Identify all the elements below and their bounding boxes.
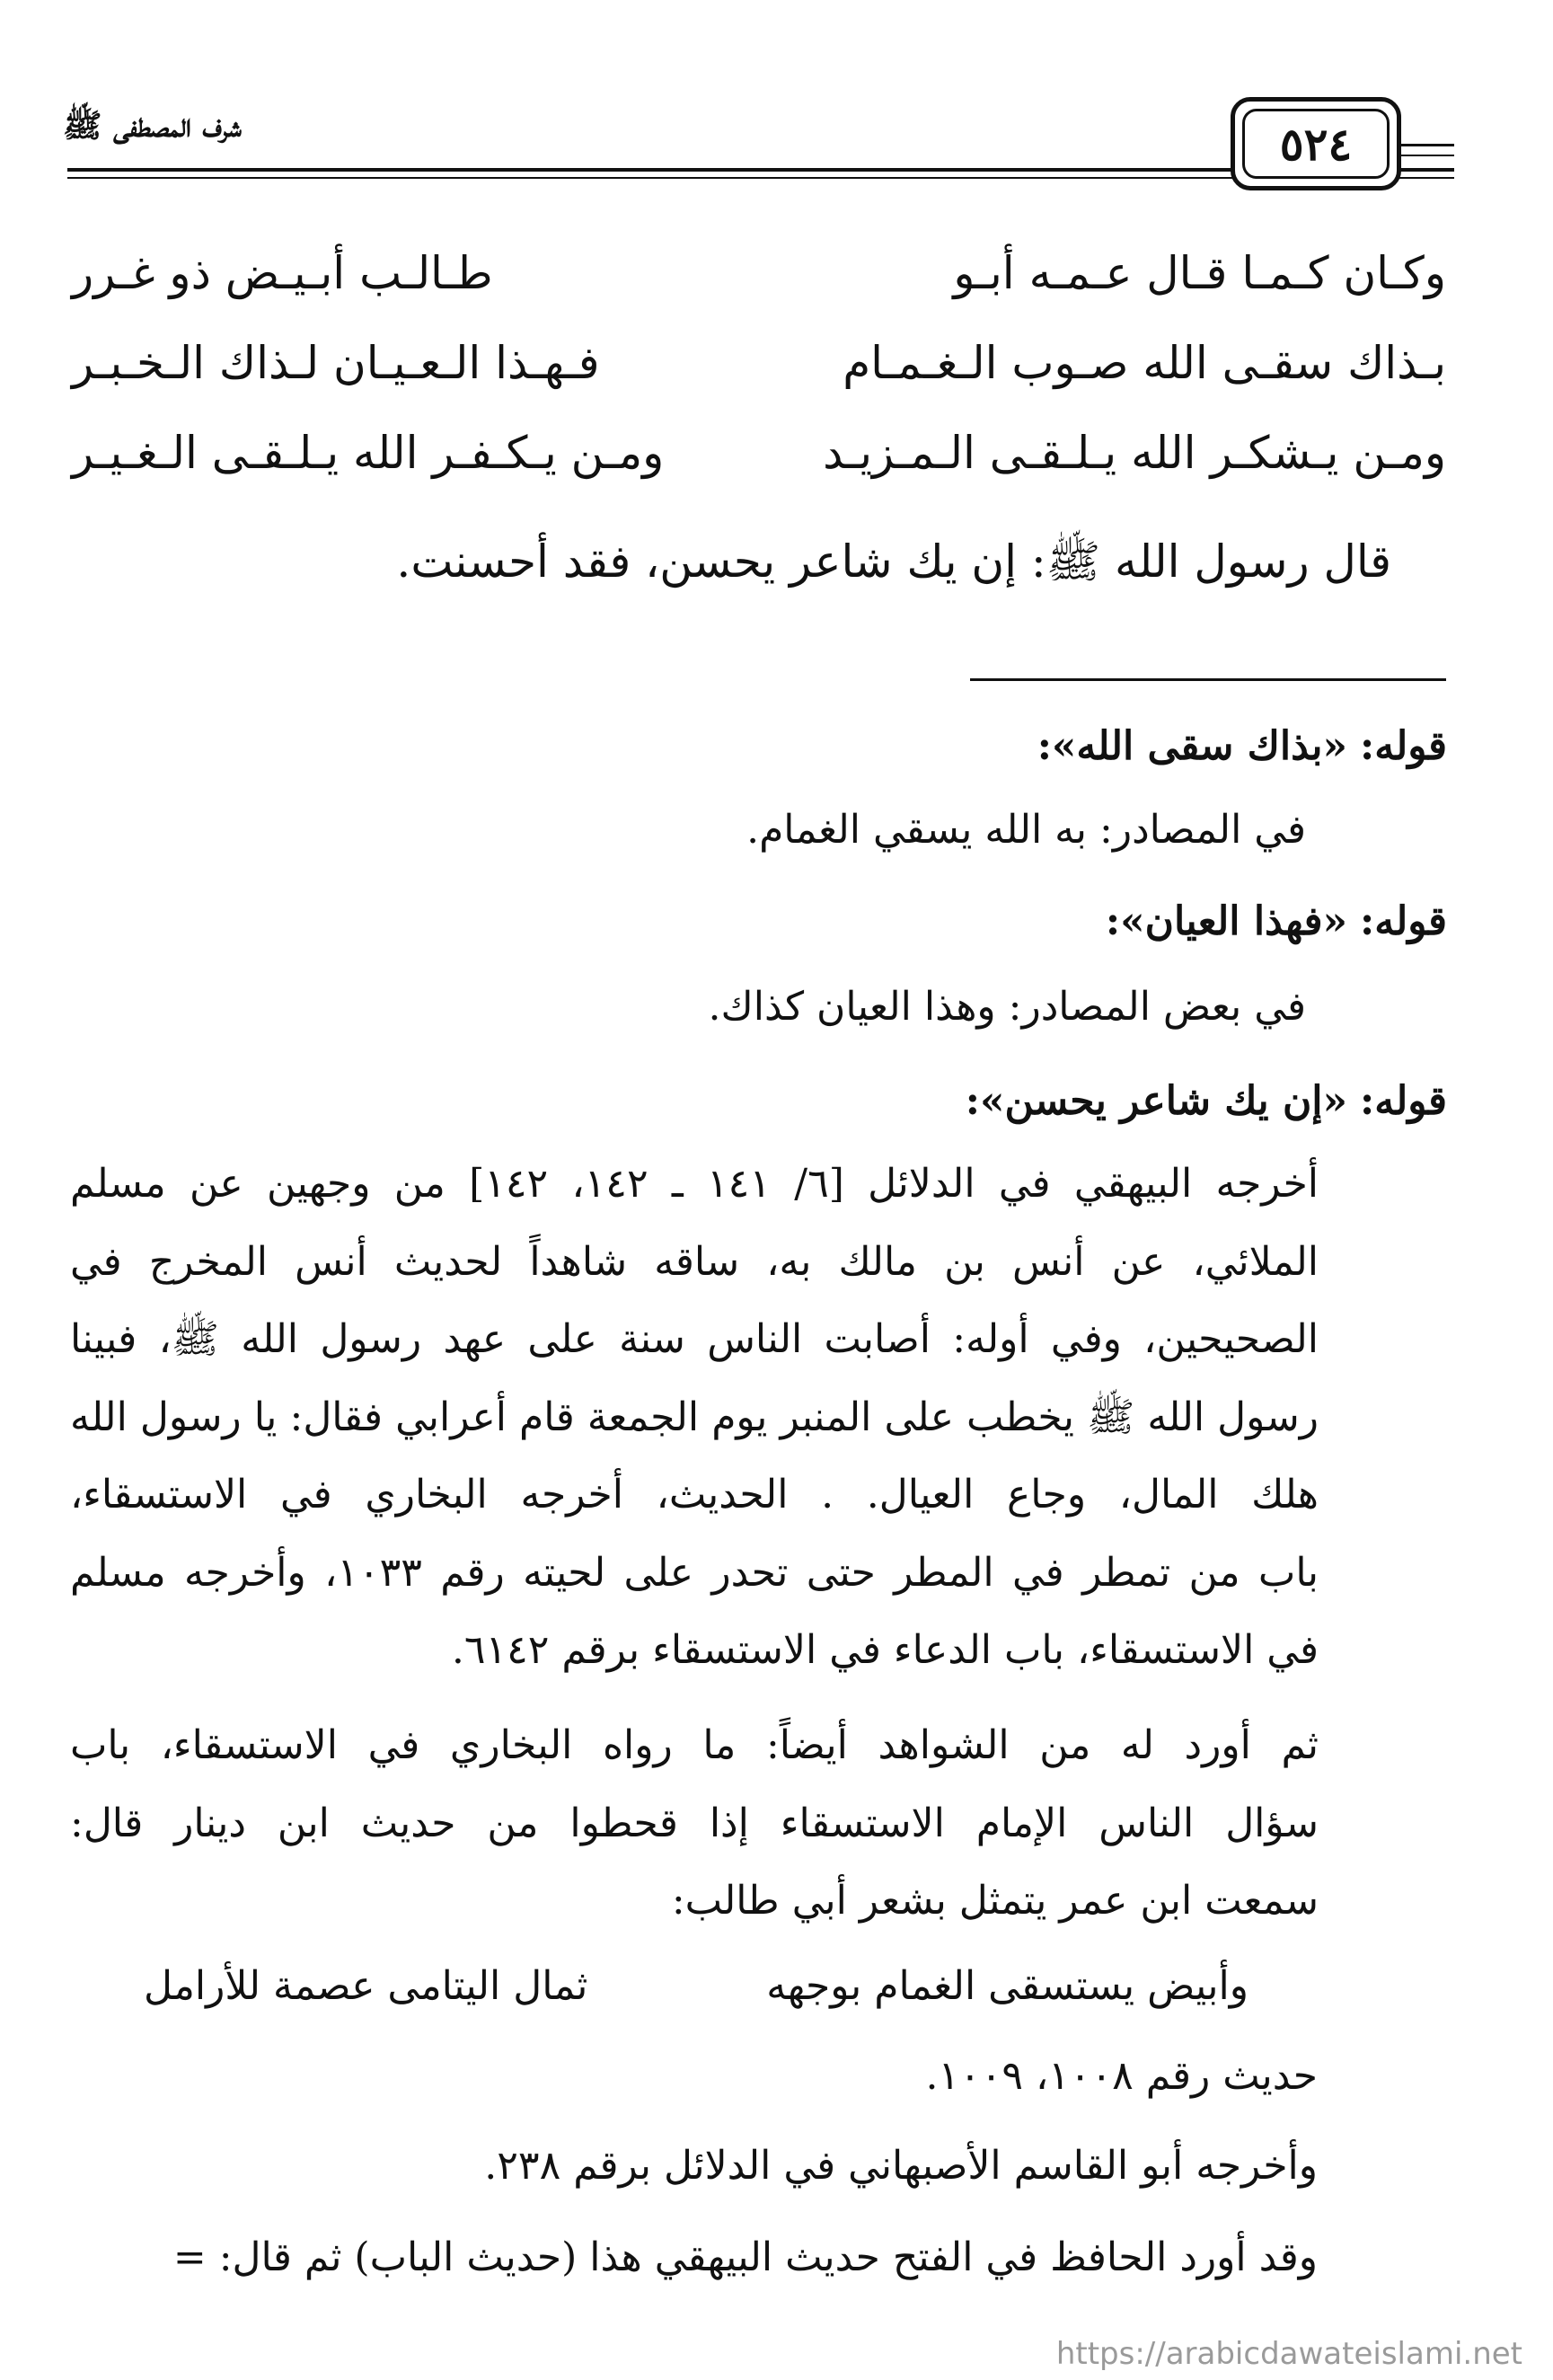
- verse-hemistich: وأبيض يستسقى الغمام بوجهه: [766, 1963, 1249, 2009]
- paragraph-line: في الاستسقاء، باب الدعاء في الاستسقاء برقم ٦١٤٢.: [451, 1627, 1319, 1673]
- page-number: ٥٢٤: [1242, 109, 1390, 179]
- quoted-verse: [144, 1963, 1249, 2035]
- note-heading-2: [1106, 898, 1447, 944]
- note-label: قوله:: [1359, 898, 1447, 944]
- poem-hemistich: طـالـب أبـيـض ذو غـرر: [72, 247, 493, 299]
- poem-hemistich: فـهـذا الـعـيـان لـذاك الـخـبـر: [72, 337, 600, 389]
- poem-hemistich: وكـان كـمـا قـال عـمـه أبـو: [953, 247, 1446, 299]
- note-quote: «إن يك شاعر يحسن»:: [965, 1078, 1347, 1124]
- poem-line-2: [72, 337, 1446, 409]
- note-text-2: في بعض المصادر: وهذا العيان كذاك.: [708, 984, 1306, 1030]
- poem-hemistich: بـذاك سقـى الله صـوب الـغـمـام: [843, 337, 1446, 389]
- paragraph-line: سؤال الناس الإمام الاستسقاء إذا قحطوا من حديث ابن دينار قال:: [70, 1800, 1319, 1846]
- note-heading-1: [1037, 723, 1447, 769]
- note-paragraph-2: [70, 1707, 1319, 1941]
- note-paragraph-3: وأخرجه أبو القاسم الأصبهاني في الدلائل برقم ٢٣٨.: [484, 2143, 1318, 2189]
- header-stub-rule-thin: [1401, 155, 1454, 156]
- paragraph-line: رسول الله ﷺ يخطب على المنبر يوم الجمعة قام أعرابي فقال: يا رسول الله: [70, 1393, 1319, 1440]
- poem-line-1: [72, 247, 1446, 319]
- note-label: قوله:: [1359, 723, 1447, 769]
- paragraph-line: هلك المال، وجاع العيال. . الحديث، أخرجه البخاري في الاستسقاء،: [70, 1472, 1319, 1517]
- paragraph-line: الصحيحين، وفي أوله: أصابت الناس سنة على عهد رسول الله ﷺ، فبينا: [70, 1316, 1319, 1362]
- paragraph-line: أخرجه البيهقي في الدلائل [٦/ ١٤١ ـ ١٤٢، ١٤٢] من وجهين عن مسلم: [70, 1161, 1319, 1207]
- poem-hemistich: ومـن يـشكـر الله يـلـقـى الـمـزيـد: [823, 427, 1446, 479]
- verse-hemistich: ثمال اليتامى عصمة للأرامل: [144, 1963, 588, 2009]
- note-text-1: في المصادر: به الله يسقي الغمام.: [746, 807, 1306, 853]
- note-paragraph-4: وقد أورد الحافظ في الفتح حديث البيهقي هذا (حديث الباب) ثم قال: =: [172, 2234, 1318, 2280]
- main-text-line: قال رسول الله ﷺ: إن يك شاعر يحسن، فقد أحسنت.: [396, 535, 1391, 588]
- note-heading-3: [966, 1078, 1447, 1124]
- poem-hemistich: ومـن يـكـفـر الله يـلـقـى الـغـيـر: [72, 427, 665, 479]
- note-quote: «فهذا العيان»:: [1105, 898, 1347, 944]
- hadith-numbers: حديث رقم ١٠٠٨، ١٠٠٩.: [925, 2053, 1318, 2099]
- watermark-url: https://arabicdawateislami.net: [1055, 2336, 1522, 2372]
- note-quote: «بذاك سقى الله»:: [1037, 723, 1347, 769]
- note-paragraph-1: [70, 1146, 1319, 1690]
- poem-line-3: [72, 427, 1446, 499]
- page-number-frame: [1231, 97, 1401, 190]
- running-title: شرف المصطفى ﷺ: [63, 107, 242, 145]
- paragraph-line: الملائي، عن أنس بن مالك به، ساقه شاهداً لحديث أنس المخرج في: [70, 1238, 1319, 1285]
- paragraph-line: باب من تمطر في المطر حتى تحدر على لحيته رقم ١٠٣٣، وأخرجه مسلم: [70, 1549, 1319, 1596]
- header-stub-rule: [1401, 144, 1454, 146]
- paragraph-line: سمعت ابن عمر يتمثل بشعر أبي طالب:: [671, 1878, 1319, 1924]
- paragraph-line: ثم أورد له من الشواهد أيضاً: ما رواه البخاري في الاستسقاء، باب: [70, 1722, 1319, 1768]
- footnote-separator: [970, 678, 1446, 681]
- note-label: قوله:: [1359, 1078, 1447, 1124]
